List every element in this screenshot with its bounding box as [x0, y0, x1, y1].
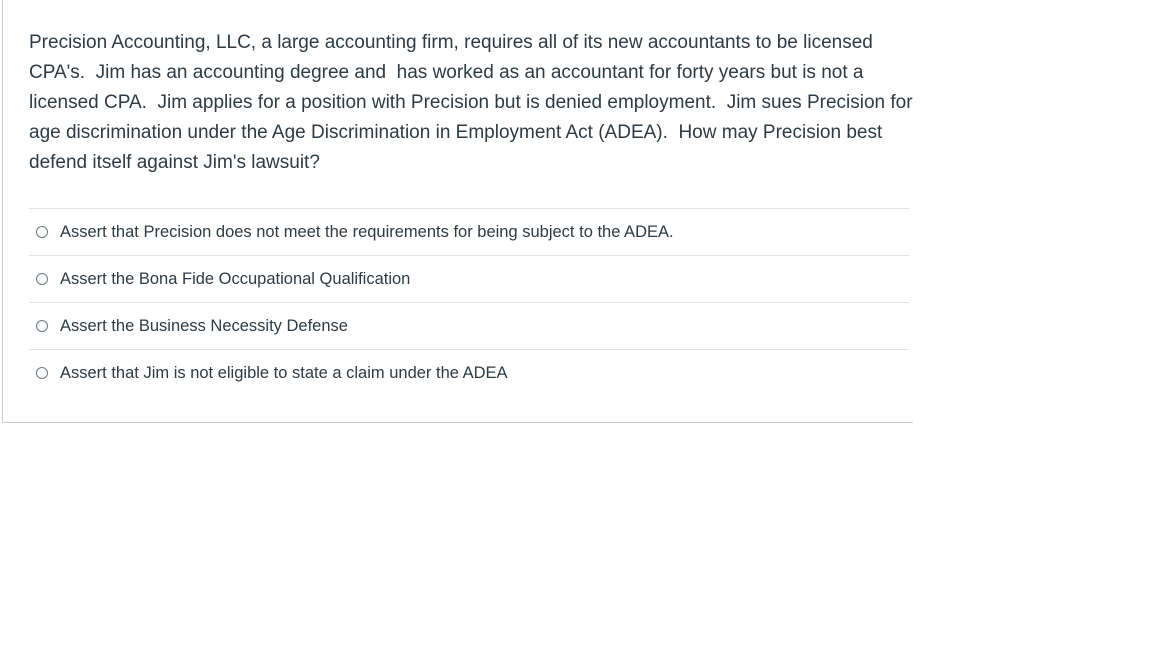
- question-text: Precision Accounting, LLC, a large accounting firm, requires all of its new accountants to be licensed CPA's. Jim has an accounting degree and has worked as an accountant for forty years but is not a licensed CPA. Jim applies for a position with Precision but is denied employment. Jim sues Precision for age discrimination under the Age Discrimination in Employment Act (ADEA). How may Precision best defend itself against Jim's lawsuit?: [29, 32, 918, 173]
- radio-button-icon[interactable]: [36, 273, 48, 285]
- radio-button-icon[interactable]: [36, 367, 48, 379]
- answer-option-1[interactable]: [29, 208, 909, 255]
- radio-button-icon[interactable]: [36, 320, 48, 332]
- answer-option-3[interactable]: [29, 302, 909, 349]
- answer-option-2[interactable]: [29, 255, 909, 302]
- answer-label[interactable]: Assert the Business Necessity Defense: [60, 316, 348, 335]
- answer-list: [29, 208, 909, 396]
- answer-label[interactable]: Assert the Bona Fide Occupational Qualification: [60, 269, 411, 288]
- radio-button-icon[interactable]: [36, 226, 48, 238]
- answer-label[interactable]: Assert that Precision does not meet the requirements for being subject to the ADEA.: [60, 222, 674, 241]
- answer-label[interactable]: Assert that Jim is not eligible to state a claim under the ADEA: [60, 363, 508, 382]
- answer-option-4[interactable]: [29, 349, 909, 396]
- question-card: [2, 0, 918, 423]
